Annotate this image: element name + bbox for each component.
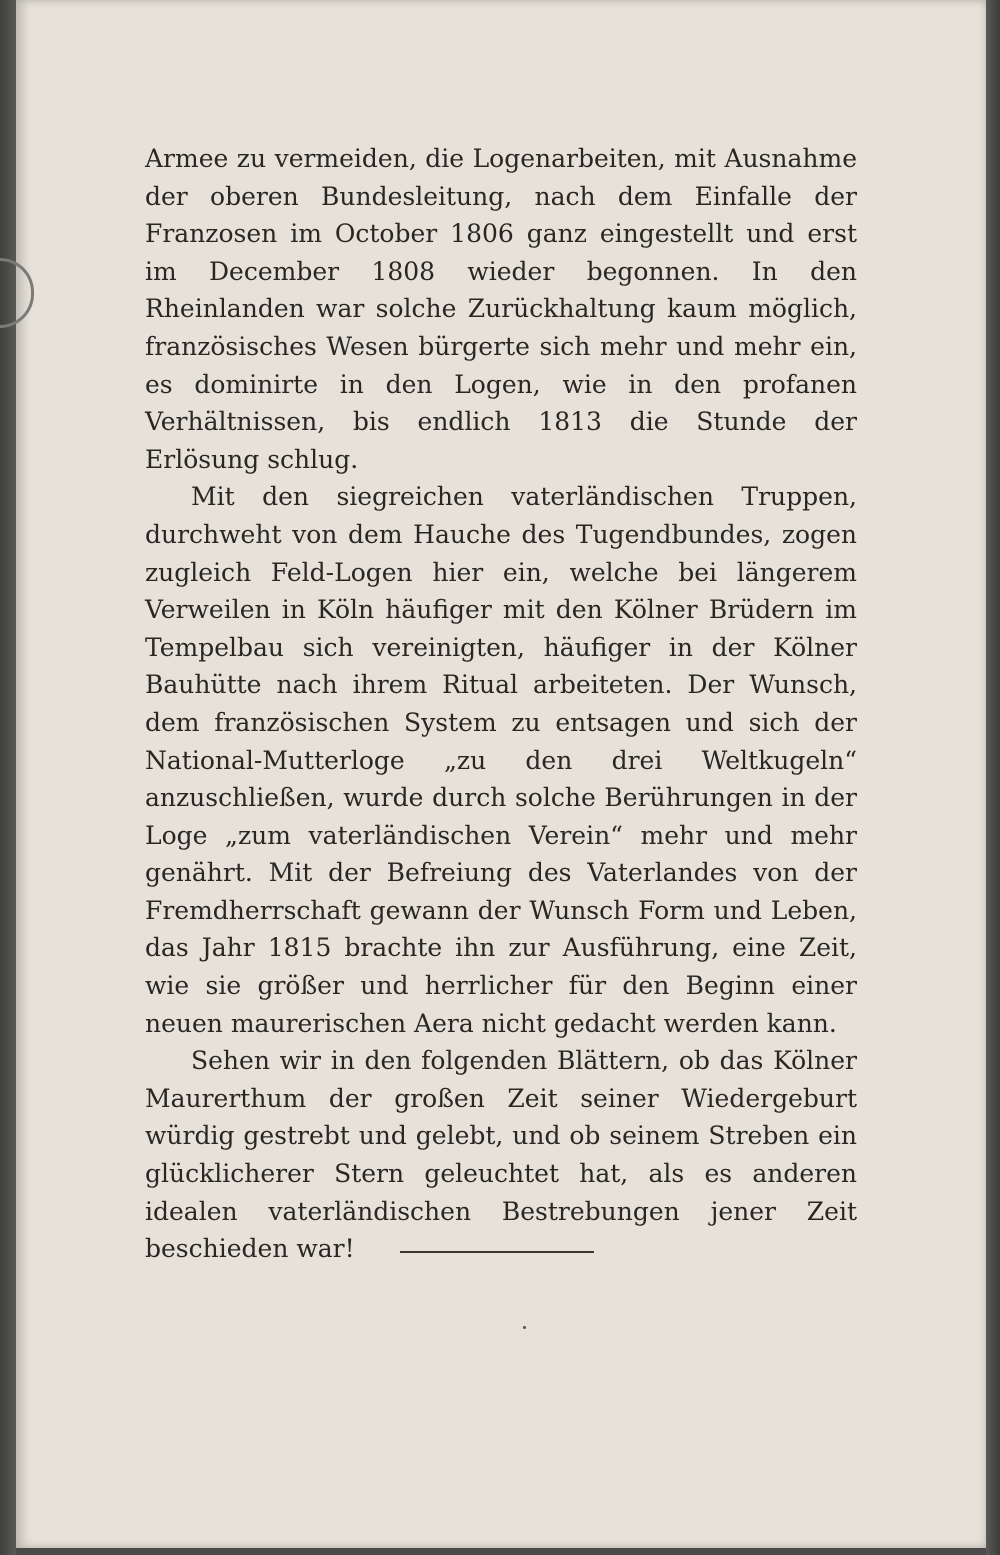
page-body-text xyxy=(145,140,857,1268)
paragraph-3: Sehen wir in den folgenden Blättern, ob das Kölner Maurerthum der großen Zeit seiner Wiedergeburt würdig gestrebt und gelebt, und ob seinem Streben ein glücklicherer Stern geleuchtet hat, als es anderen idealen vaterländischen Bestrebungen jener Zeit beschieden war! xyxy=(145,1046,857,1264)
paragraph-2: Mit den siegreichen vaterländischen Truppen, durchweht von dem Hauche des Tugendbundes, zogen zugleich Feld-Logen hier ein, welche bei längerem Verweilen in Köln häufiger mit den Kölner Brüdern im Tempelbau sich vereinigten, häufiger in der Kölner Bauhütte nach ihrem Ritual arbeiteten. Der Wunsch, dem französischen System zu entsagen und sich der National-Mutterloge „zu den drei Weltkugeln“ anzuschließen, wurde durch solche Berührungen in der Loge „zum vaterländischen Verein“ mehr und mehr genährt. Mit der Befreiung des Vaterlandes von der Fremdherrschaft gewann der Wunsch Form und Leben, das Jahr 1815 brachte ihn zur Ausführung, eine Zeit, wie sie größer und herrlicher für den Beginn einer neuen maurerischen Aera nicht gedacht werden kann. xyxy=(145,482,857,1038)
book-binding-edge xyxy=(0,0,16,1555)
section-end-rule xyxy=(400,1251,594,1253)
paragraph-1: Armee zu vermeiden, die Logenarbeiten, mit Ausnahme der oberen Bundesleitung, nach dem Einfalle der Franzosen im October 1806 ganz eingestellt und erst im December 1808 wieder begonnen. In den Rheinlanden war solche Zurückhaltung kaum möglich, französisches Wesen bürgerte sich mehr und mehr ein, es dominirte in den Logen, wie in den profanen Verhältnissen, bis endlich 1813 die Stunde der Erlösung schlug. xyxy=(145,144,857,474)
book-right-edge xyxy=(986,0,1000,1555)
ink-dot xyxy=(523,1326,526,1329)
